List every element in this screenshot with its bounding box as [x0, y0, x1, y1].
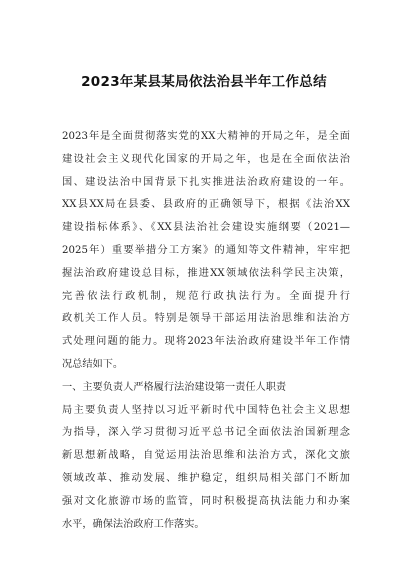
body-line: 一、主要负责人严格履行法治建设第一责任人职责	[62, 381, 287, 393]
body-line: 完善依法行政机制，规范行政执法行为。全面提升行	[62, 290, 350, 302]
body-line: 建设社会主义现代化国家的开局之年，也是在全面依法治	[62, 153, 350, 165]
body-line: 强对文化旅游市场的监管，同时积极提高执法能力和办案	[62, 495, 350, 507]
body-line: 建设指标体系》、《XX县法治社会建设实施纲要（2021—	[62, 222, 350, 234]
body-line: 水平，确保法治政府工作落实。	[62, 518, 205, 530]
body-line: 2025年）重要举措分工方案》的通知等文件精神，牢牢把	[62, 244, 350, 256]
document-title: 2023年某县某局依法治县半年工作总结	[81, 74, 327, 90]
body-line: 2023年是全面贯彻落实党的XX大精神的开局之年，是全面	[62, 131, 350, 142]
body-line: 况总结如下。	[62, 358, 124, 370]
body-line: 局主要负责人坚持以习近平新时代中国特色社会主义思想	[62, 404, 350, 416]
document-body	[62, 126, 350, 536]
body-line: 握法治政府建设总目标，推进XX领域依法科学民主决策，	[62, 267, 350, 279]
body-line: XX县XX局在县委、县政府的正确领导下，根据《法治XX	[62, 199, 350, 211]
body-line: 为指导，深入学习贯彻习近平总书记全面依法治国新理念	[62, 427, 350, 439]
body-line: 式处理问题的能力。现将2023年法治政府建设半年工作情	[62, 336, 350, 348]
body-line: 政机关工作人员。特别是领导干部运用法治思维和法治方	[62, 313, 350, 325]
body-line: 领域改革、推动发展、维护稳定，组织局相关部门不断加	[62, 472, 350, 484]
body-line: 国、建设法治中国背景下扎实推进法治政府建设的一年。	[62, 176, 350, 188]
body-line: 新思想新战略，自觉运用法治思维和法治方式，深化文旅	[62, 450, 350, 462]
